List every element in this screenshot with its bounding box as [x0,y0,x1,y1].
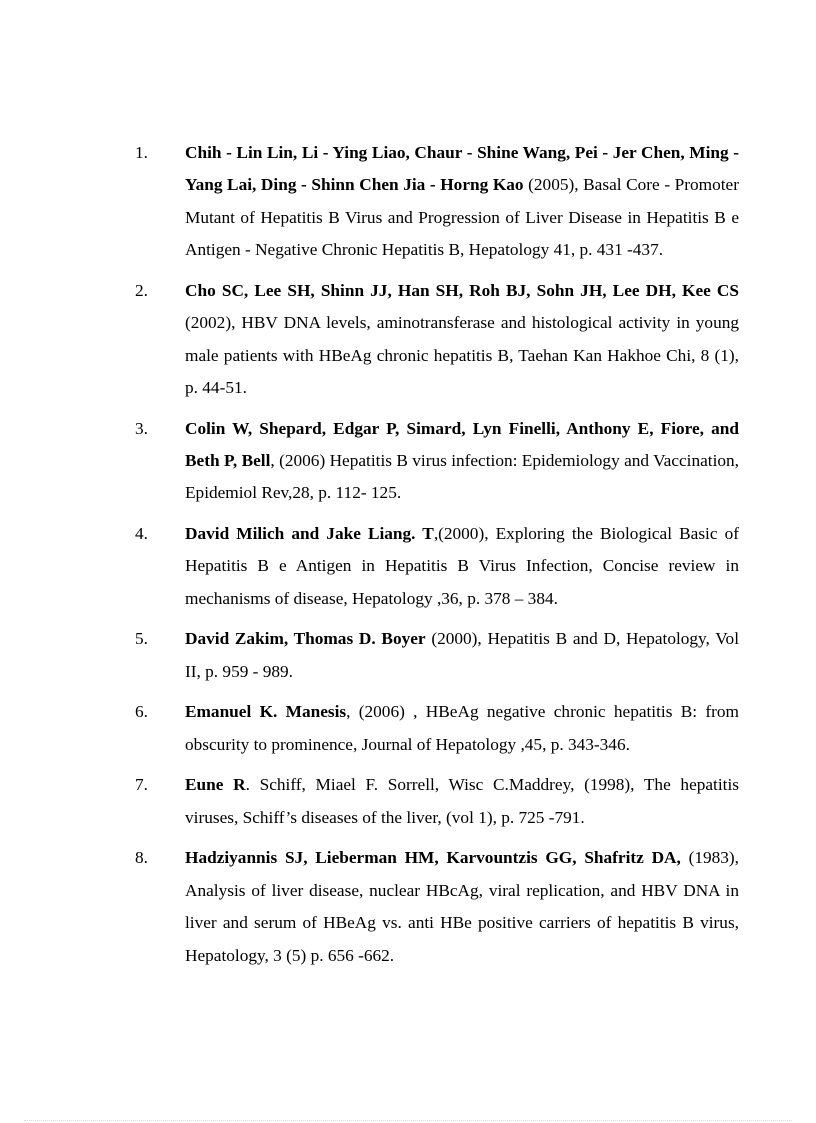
reference-number: 4. [135,524,148,544]
reference-details: , (2006) Hepatitis B virus infection: Epidemiology and Vaccination, Epidemiol Rev,28, p. 112- 125. [185,451,739,503]
reference-authors: Cho SC, Lee SH, Shinn JJ, Han SH, Roh BJ, Sohn JH, Lee DH, Kee CS [185,280,739,300]
reference-number: 6. [135,702,148,722]
reference-number: 8. [135,848,148,868]
reference-number: 1. [135,143,148,162]
reference-number: 5. [135,629,148,649]
reference-list [135,137,739,980]
reference-details: (2002), HBV DNA levels, aminotransferase and histological activity in young male patients with HBeAg chronic hepatitis B, Taehan Kan Hakhoe Chi, 8 (1), p. 44-51. [185,313,739,398]
page-bottom-divider [24,1120,792,1121]
reference-authors: Hadziyannis SJ, Lieberman HM, Karvountzis GG, Shafritz DA, [185,848,681,868]
reference-item-4 [135,518,739,615]
reference-number: 3. [135,418,148,438]
reference-authors: Eune R [185,775,246,795]
reference-authors: Chih - Lin Lin, Li - Ying Liao, Chaur - Shine Wang, Pei - Jer Chen, Ming - Yang Lai, Ding - Shinn Chen Jia - Horng Kao [185,143,739,195]
reference-authors: Colin W, Shepard, Edgar P, Simard, Lyn Finelli, Anthony E, Fiore, and Beth P, Bell [185,418,739,471]
reference-item-7 [135,769,739,834]
reference-details: (1983), Analysis of liver disease, nuclear HBcAg, viral replication, and HBV DNA in liver and serum of HBeAg vs. anti HBe positive carriers of hepatitis B virus, Hepatology, 3 (5) p. 656 -662. [185,848,739,965]
reference-authors: Emanuel K. Manesis [185,702,347,722]
reference-number: 7. [135,775,148,795]
reference-item-2 [135,275,739,405]
reference-item-3 [135,413,739,510]
reference-item-8 [135,842,739,972]
reference-number: 2. [135,280,148,300]
reference-details: (2005), Basal Core - Promoter Mutant of Hepatitis B Virus and Progression of Liver Disease in Hepatitis B e Antigen - Negative Chronic Hepatitis B, Hepatology 41, p. 431 -437. [185,175,739,260]
reference-item-5 [135,623,739,688]
reference-details: ,(2000), Exploring the Biological Basic of Hepatitis B e Antigen in Hepatitis B Virus Infection, Concise review in mechanisms of disease, Hepatology ,36, p. 378 – 384. [185,524,739,608]
reference-authors: David Milich and Jake Liang. T [185,524,434,544]
reference-details: . Schiff, Miael F. Sorrell, Wisc C.Maddrey, (1998), The hepatitis viruses, Schiff’s diseases of the liver, (vol 1), p. 725 -791. [185,775,739,827]
reference-details: (2000), Hepatitis B and D, Hepatology, Vol II, p. 959 - 989. [185,629,739,681]
reference-authors: David Zakim, Thomas D. Boyer [185,629,426,649]
reference-details: , (2006) , HBeAg negative chronic hepatitis B: from obscurity to prominence, Journal of Hepatology ,45, p. 343-346. [185,702,739,754]
reference-item-1 [135,137,739,267]
reference-item-6 [135,696,739,761]
